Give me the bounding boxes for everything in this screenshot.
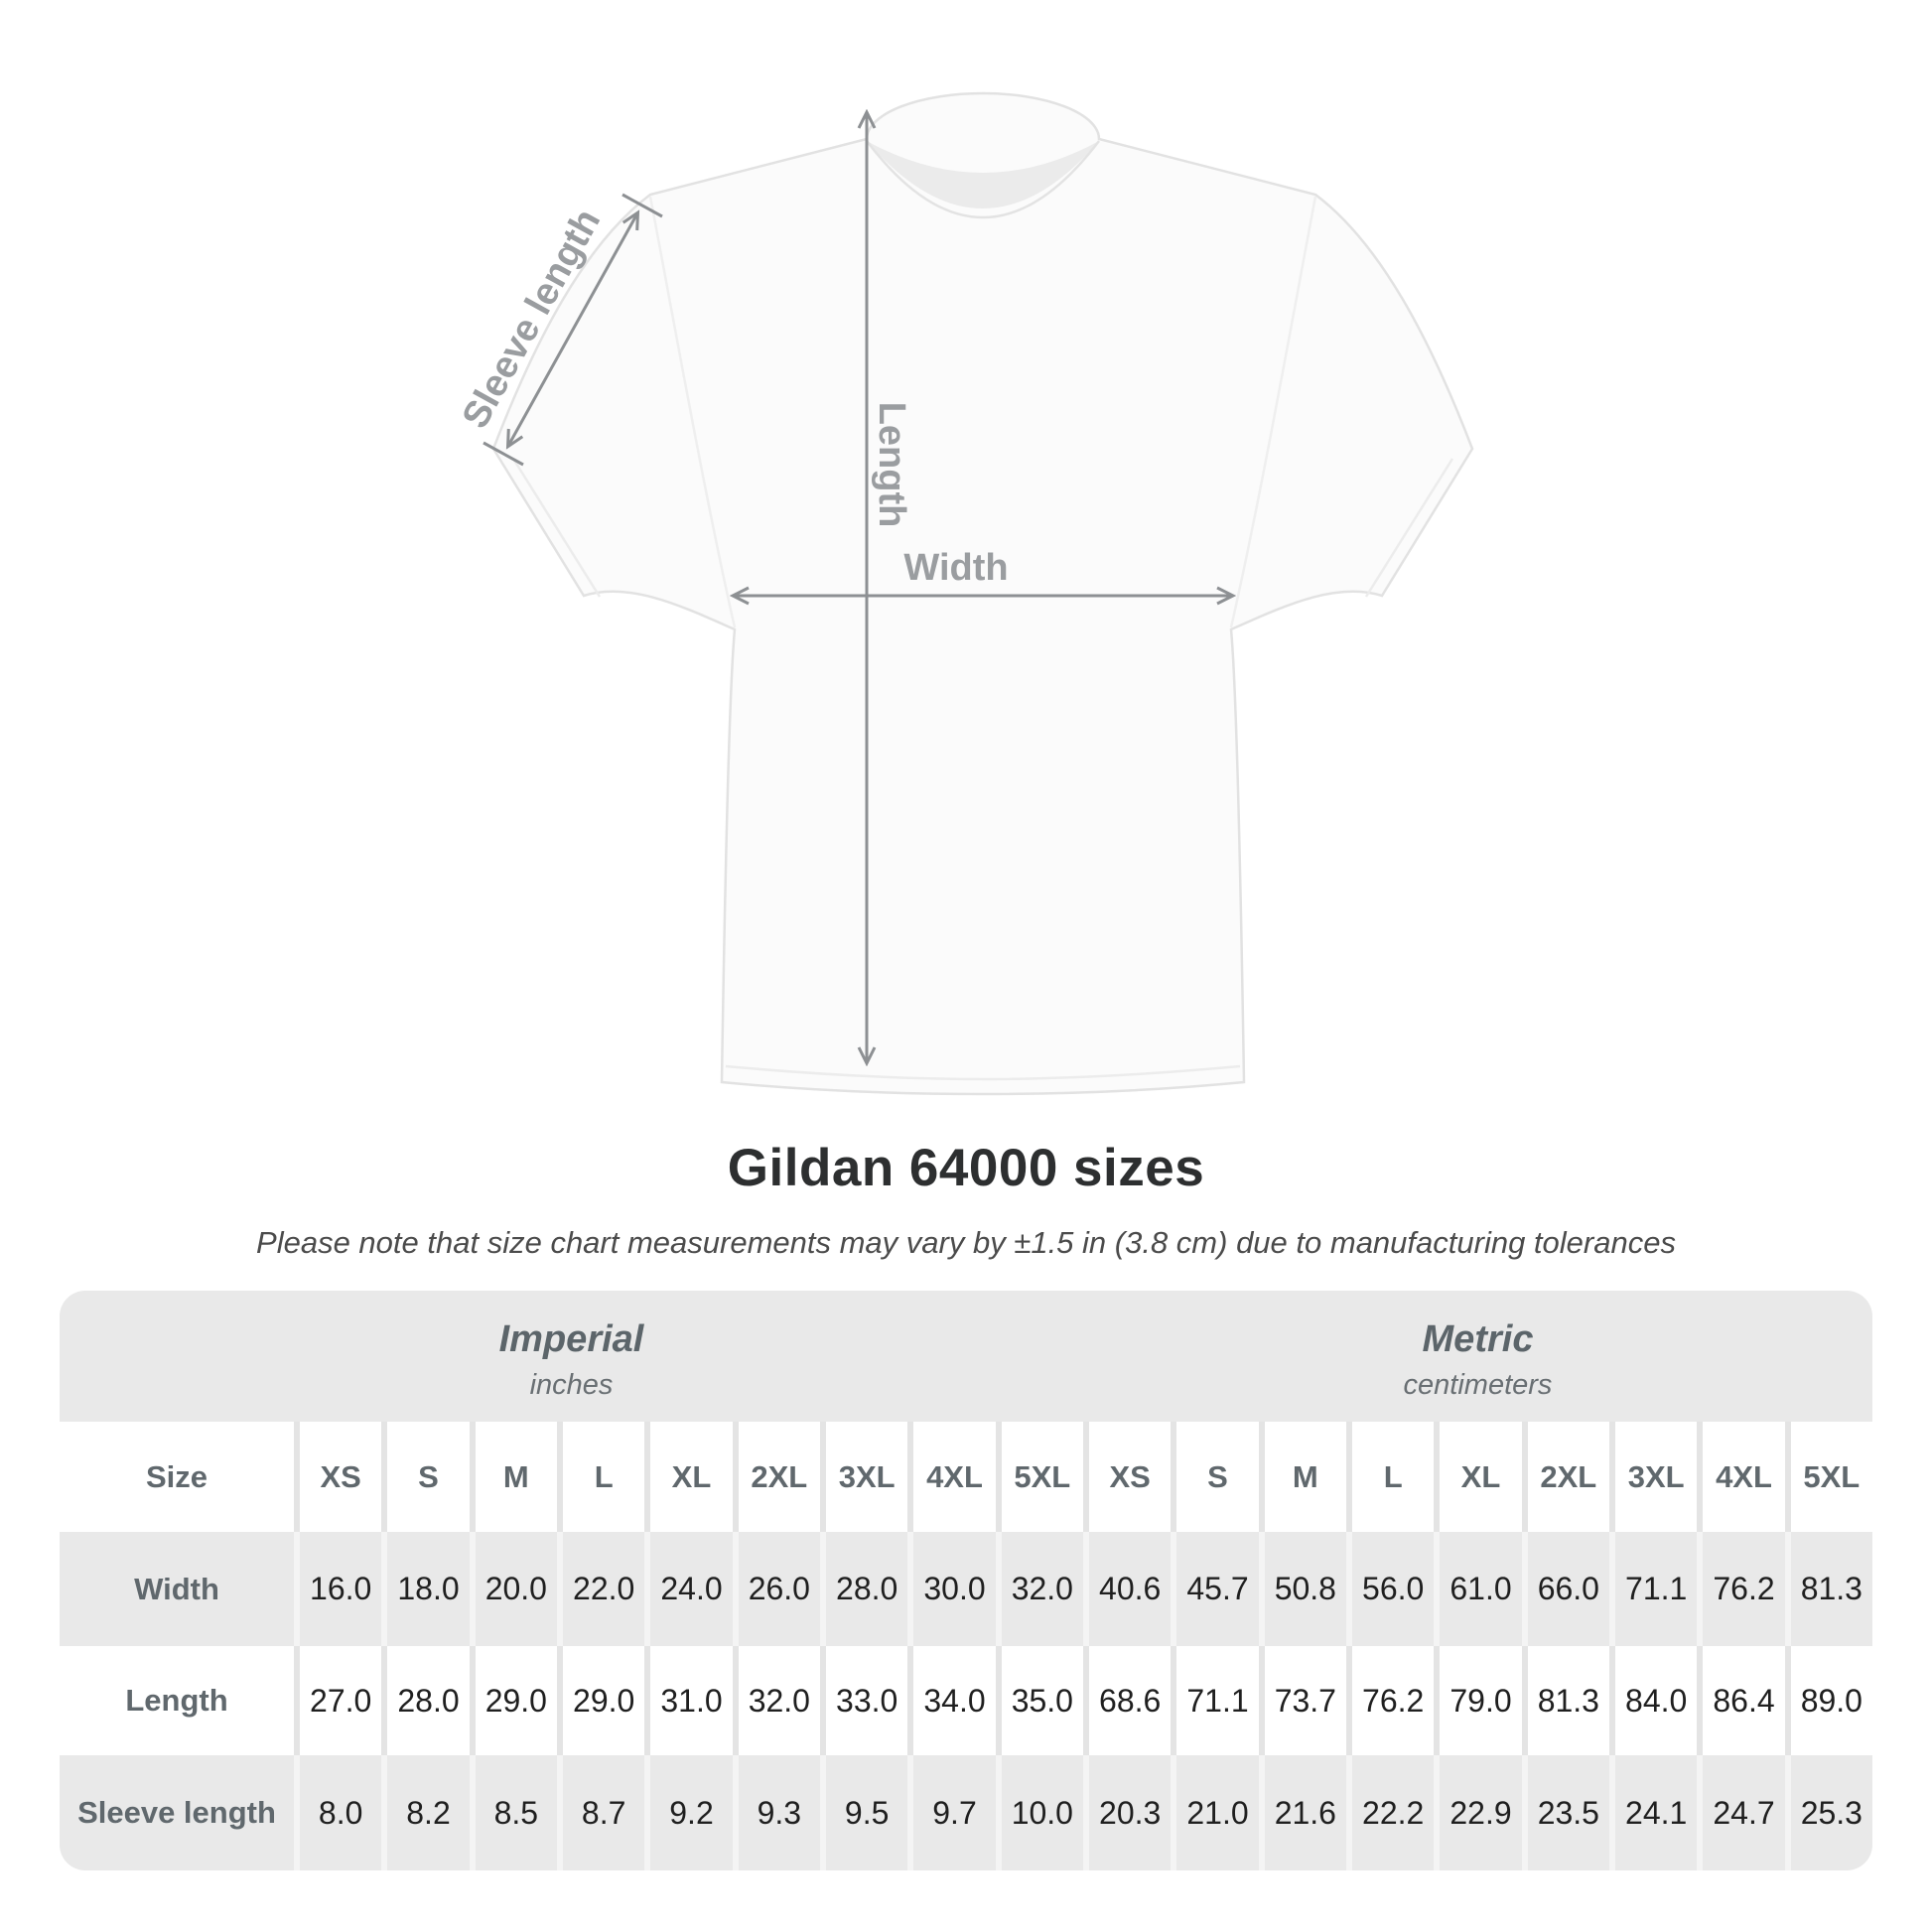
- size-header-cell: 3XL: [820, 1422, 907, 1532]
- value-cell: 30.0: [907, 1532, 995, 1646]
- value-cell: 50.8: [1259, 1532, 1346, 1646]
- row-label: Width: [134, 1571, 219, 1606]
- data-row-sleeve-length: [60, 1755, 1872, 1870]
- sleeve-length-label: Sleeve length: [454, 202, 610, 436]
- tshirt-graphic: [493, 93, 1472, 1094]
- data-row-width: [60, 1532, 1872, 1646]
- value-cell: 27.0: [294, 1646, 381, 1755]
- size-header-row: [60, 1422, 1872, 1532]
- value-cell: 8.2: [381, 1755, 469, 1870]
- value-cell: 71.1: [1609, 1532, 1697, 1646]
- value-cell: 10.0: [996, 1755, 1083, 1870]
- value-cell: 73.7: [1259, 1646, 1346, 1755]
- tshirt-body: [493, 93, 1472, 1094]
- value-cell: 76.2: [1346, 1646, 1434, 1755]
- value-cell: 61.0: [1434, 1532, 1521, 1646]
- value-cell: 9.5: [820, 1755, 907, 1870]
- value-cell: 22.9: [1434, 1755, 1521, 1870]
- size-header-cell: XS: [294, 1422, 381, 1532]
- value-cell: 35.0: [996, 1646, 1083, 1755]
- value-cell: 9.3: [733, 1755, 820, 1870]
- value-cell: 16.0: [294, 1532, 381, 1646]
- value-cell: 79.0: [1434, 1646, 1521, 1755]
- size-header-cell: M: [1259, 1422, 1346, 1532]
- value-cell: 81.3: [1522, 1646, 1609, 1755]
- size-header-cell: XL: [1434, 1422, 1521, 1532]
- value-cell: 71.1: [1171, 1646, 1258, 1755]
- size-header-cell: 3XL: [1609, 1422, 1697, 1532]
- metric-subtitle: centimeters: [1403, 1369, 1553, 1401]
- value-cell: 28.0: [820, 1532, 907, 1646]
- value-cell: 23.5: [1522, 1755, 1609, 1870]
- value-cell: 32.0: [733, 1646, 820, 1755]
- value-cell: 24.7: [1697, 1755, 1784, 1870]
- imperial-subtitle: inches: [529, 1369, 614, 1401]
- size-header-cell: XL: [644, 1422, 732, 1532]
- page-title: Gildan 64000 sizes: [727, 1139, 1205, 1197]
- value-cell: 20.0: [470, 1532, 557, 1646]
- value-cell: 33.0: [820, 1646, 907, 1755]
- value-cell: 86.4: [1697, 1646, 1784, 1755]
- value-cell: 8.0: [294, 1755, 381, 1870]
- length-label: Length: [871, 401, 912, 528]
- size-header-cell: 2XL: [733, 1422, 820, 1532]
- size-header-cell: S: [1171, 1422, 1258, 1532]
- value-cell: 21.6: [1259, 1755, 1346, 1870]
- metric-header: [1083, 1291, 1872, 1422]
- width-label: Width: [903, 547, 1009, 589]
- value-cell: 22.2: [1346, 1755, 1434, 1870]
- size-column-label: Size: [145, 1458, 208, 1494]
- value-cell: 29.0: [557, 1646, 644, 1755]
- metric-title: Metric: [1422, 1318, 1534, 1360]
- value-cell: 24.0: [644, 1532, 732, 1646]
- value-cell: 25.3: [1785, 1755, 1872, 1870]
- value-cell: 81.3: [1785, 1532, 1872, 1646]
- unit-header-row: [60, 1291, 1872, 1422]
- value-cell: 66.0: [1522, 1532, 1609, 1646]
- value-cell: 56.0: [1346, 1532, 1434, 1646]
- value-cell: 28.0: [381, 1646, 469, 1755]
- size-header-cell: 4XL: [907, 1422, 995, 1532]
- value-cell: 89.0: [1785, 1646, 1872, 1755]
- size-header-cell: 5XL: [1785, 1422, 1872, 1532]
- size-header-cell: S: [381, 1422, 469, 1532]
- imperial-title: Imperial: [498, 1318, 644, 1360]
- value-cell: 22.0: [557, 1532, 644, 1646]
- value-cell: 8.5: [470, 1755, 557, 1870]
- row-label: Sleeve length: [77, 1795, 276, 1830]
- size-header-cell: 4XL: [1697, 1422, 1784, 1532]
- size-table: [60, 1291, 1872, 1870]
- table-body: [60, 1532, 1872, 1870]
- value-cell: 68.6: [1083, 1646, 1171, 1755]
- value-cell: 24.1: [1609, 1755, 1697, 1870]
- value-cell: 20.3: [1083, 1755, 1171, 1870]
- value-cell: 18.0: [381, 1532, 469, 1646]
- size-header-cell: 5XL: [996, 1422, 1083, 1532]
- imperial-header: [60, 1291, 1083, 1422]
- size-header-cell: XS: [1083, 1422, 1171, 1532]
- value-cell: 32.0: [996, 1532, 1083, 1646]
- value-cell: 31.0: [644, 1646, 732, 1755]
- size-header-cell: M: [470, 1422, 557, 1532]
- value-cell: 40.6: [1083, 1532, 1171, 1646]
- value-cell: 45.7: [1171, 1532, 1258, 1646]
- data-row-length: [60, 1646, 1872, 1755]
- row-label: Length: [125, 1683, 228, 1718]
- size-header-cell: L: [557, 1422, 644, 1532]
- value-cell: 34.0: [907, 1646, 995, 1755]
- value-cell: 9.2: [644, 1755, 732, 1870]
- value-cell: 26.0: [733, 1532, 820, 1646]
- value-cell: 84.0: [1609, 1646, 1697, 1755]
- value-cell: 21.0: [1171, 1755, 1258, 1870]
- size-header-cell: 2XL: [1522, 1422, 1609, 1532]
- size-header-cell: L: [1346, 1422, 1434, 1532]
- value-cell: 8.7: [557, 1755, 644, 1870]
- value-cell: 9.7: [907, 1755, 995, 1870]
- page-subtitle: Please note that size chart measurements may vary by ±1.5 in (3.8 cm) due to manufacturing tolerances: [256, 1225, 1676, 1260]
- tshirt-diagram: [397, 40, 1549, 1142]
- value-cell: 29.0: [470, 1646, 557, 1755]
- value-cell: 76.2: [1697, 1532, 1784, 1646]
